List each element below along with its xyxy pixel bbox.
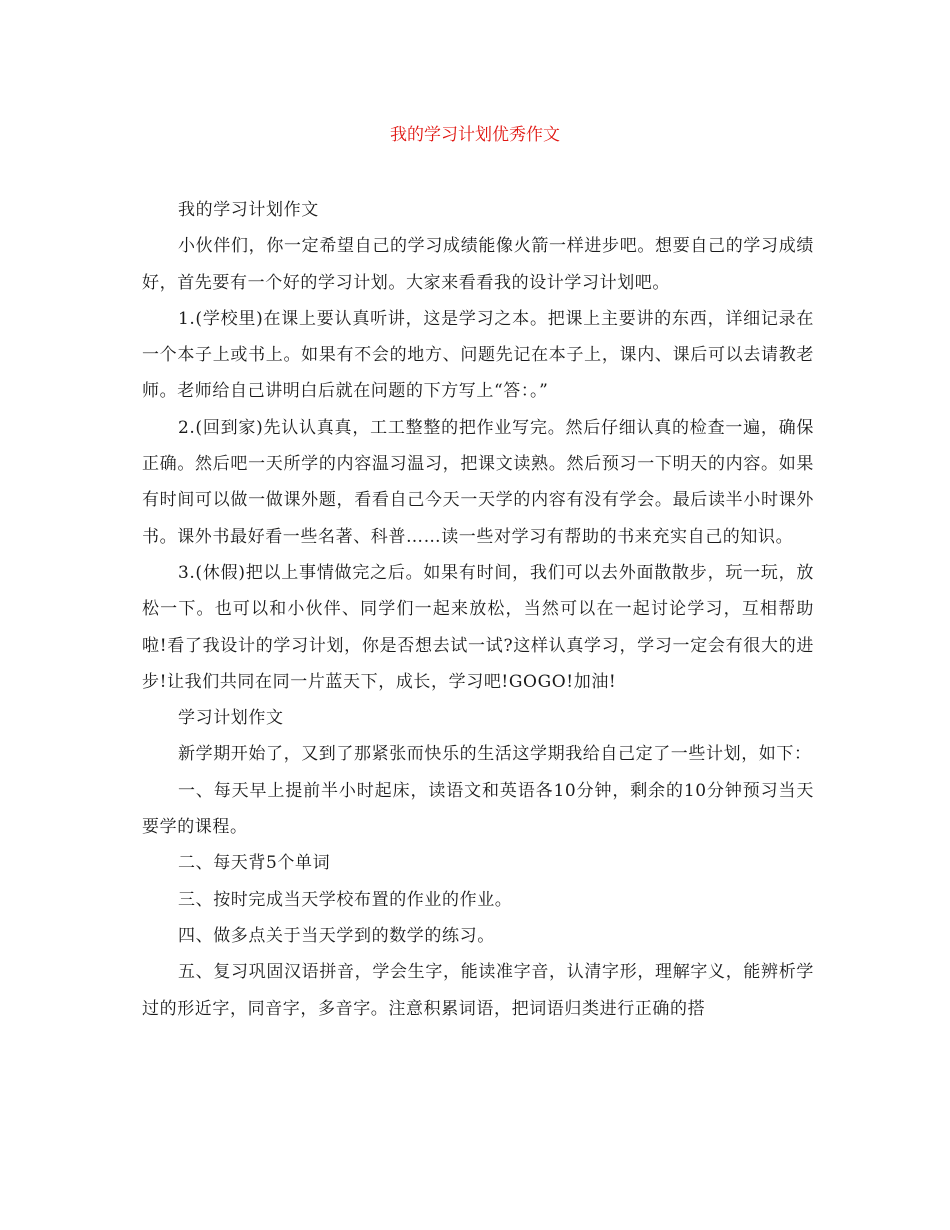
- paragraph: 三、按时完成当天学校布置的作业的作业。: [178, 889, 513, 910]
- paragraph: 1.(学校里)在课上要认真听讲，这是学习之本。把课上主要讲的东西，详细记录在一个本子上或书上。如果有不会的地方、问题先记在本子上，课内、课后可以去请教老师。老师给自己讲明白后就在问题的下方写上“答：。”: [142, 308, 814, 402]
- paragraph: 3.(休假)把以上事情做完之后。如果有时间，我们可以去外面散散步，玩一玩，放松一下。也可以和小伙伴、同学们一起来放松，当然可以在一起讨论学习，互相帮助啦!看了我设计的学习计划，你是否想去试一试?这样认真学习，学习一定会有很大的进步!让我们共同在同一片蓝天下，成长，学习吧!GOGO!加油!: [142, 562, 814, 692]
- paragraph: 二、每天背5个单词: [178, 853, 331, 874]
- paragraph: 五、复习巩固汉语拼音，学会生字，能读准字音，认清字形，理解字义，能辨析学过的形近字，同音字，多音字。注意积累词语，把词语归类进行正确的搭: [142, 962, 814, 1019]
- paragraph: 新学期开始了，又到了那紧张而快乐的生活这学期我给自己定了一些计划，如下：: [178, 744, 812, 765]
- paragraph: 四、做多点关于当天学到的数学的练习。: [178, 925, 495, 946]
- paragraph: 一、每天早上提前半小时起床，读语文和英语各10分钟，剩余的10分钟预习当天要学的课程。: [142, 780, 814, 838]
- section-heading: 学习计划作文: [178, 708, 284, 729]
- paragraph: 2.(回到家)先认认真真，工工整整的把作业写完。然后仔细认真的检查一遍，确保正确。然后吧一天所学的内容温习温习，把课文读熟。然后预习一下明天的内容。如果有时间可以做一做课外题，看看自己今天一天学的内容有没有学会。最后读半小时课外书。课外书最好看一些名著、科普……读一些对学习有帮助的书来充实自己的知识。: [142, 417, 814, 547]
- document-title: 我的学习计划优秀作文: [390, 125, 560, 145]
- document-body: [142, 192, 814, 1027]
- paragraph: 小伙伴们，你一定希望自己的学习成绩能像火箭一样进步吧。想要自己的学习成绩好，首先要有一个好的学习计划。大家来看看我的设计学习计划吧。: [142, 236, 814, 293]
- section-heading: 我的学习计划作文: [178, 200, 319, 220]
